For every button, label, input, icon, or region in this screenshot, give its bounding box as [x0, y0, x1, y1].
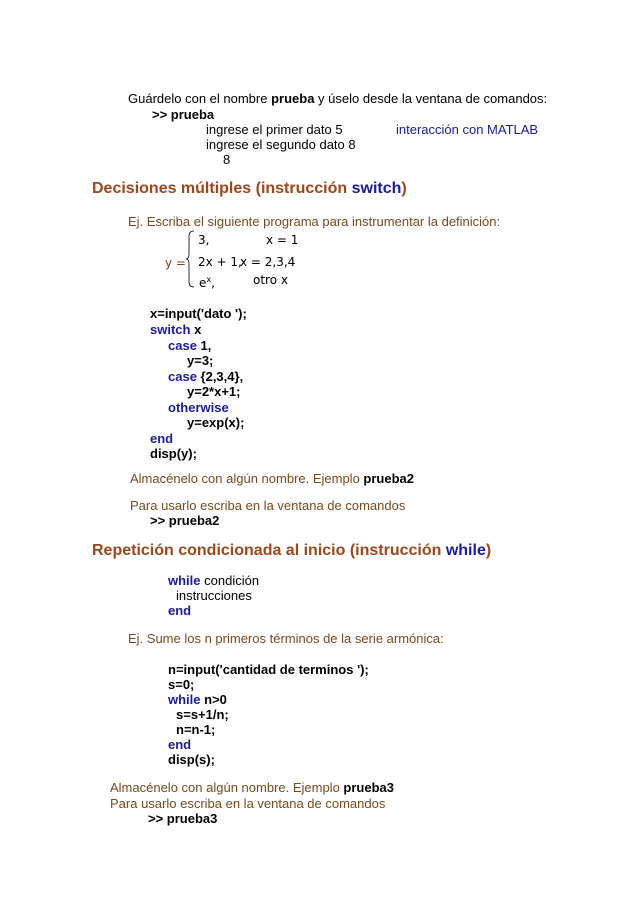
- code-line: end: [168, 737, 192, 752]
- code-line: disp(s);: [168, 752, 215, 767]
- intro-line: Guárdelo con el nombre prueba y úselo desde la ventana de comandos:: [128, 91, 548, 106]
- code-line: case {2,3,4},: [168, 369, 244, 384]
- usage-instruction: Para usarlo escriba en la ventana de comandos: [110, 796, 386, 811]
- math-case2-condition: x = 2,3,4: [240, 255, 296, 269]
- save-instruction: Almacénelo con algún nombre. Ejemplo prueba3: [110, 780, 394, 795]
- code-line: otherwise: [168, 400, 229, 415]
- code-line: s=s+1/n;: [176, 707, 229, 722]
- prompt-line-2: ingrese el segundo dato 8: [206, 137, 356, 152]
- code-line: end: [150, 431, 174, 446]
- math-case3-condition: otro x: [253, 273, 288, 287]
- while-example-text: Ej. Sume los n primeros términos de la serie armónica:: [128, 631, 444, 646]
- command-line: >> prueba: [152, 107, 215, 122]
- math-case1-condition: x = 1: [266, 233, 299, 247]
- section-heading-while: Repetición condicionada al inicio (instrucción while): [92, 542, 492, 559]
- result-value: 8: [223, 152, 231, 167]
- code-line: disp(y);: [150, 446, 197, 461]
- code-line: while n>0: [168, 692, 227, 707]
- math-case3-value: $e^x$,: [199, 275, 215, 290]
- syntax-line: instrucciones: [176, 588, 252, 603]
- interaction-note: interacción con MATLAB: [396, 122, 539, 137]
- code-line: n=input('cantidad de terminos ');: [168, 662, 369, 677]
- left-brace-icon: [186, 230, 196, 288]
- code-line: case 1,: [168, 338, 212, 353]
- usage-instruction: Para usarlo escriba en la ventana de comandos: [130, 498, 406, 513]
- syntax-line: while condición: [168, 573, 260, 588]
- code-line: y=exp(x);: [187, 415, 245, 430]
- section-heading-switch: Decisiones múltiples (instrucción switch): [92, 180, 407, 197]
- code-line: y=3;: [187, 353, 214, 368]
- code-line: y=2*x+1;: [187, 384, 241, 399]
- code-line: switch x: [150, 322, 202, 337]
- code-line: s=0;: [168, 677, 195, 692]
- code-line: n=n-1;: [176, 722, 216, 737]
- code-line: x=input('dato ');: [150, 306, 247, 321]
- math-case1-value: 3,: [198, 233, 210, 247]
- filename-prueba: prueba: [271, 91, 315, 106]
- syntax-line: end: [168, 603, 192, 618]
- math-case2-value: 2x + 1,: [198, 255, 242, 269]
- switch-example-text: Ej. Escriba el siguiente programa para instrumentar la definición:: [128, 214, 501, 229]
- prompt-line-1: ingrese el primer dato 5: [206, 122, 343, 137]
- save-instruction: Almacénelo con algún nombre. Ejemplo prueba2: [130, 471, 414, 486]
- command-line: >> prueba2: [150, 513, 220, 528]
- command-line: >> prueba3: [148, 811, 218, 826]
- math-lhs: y =: [165, 256, 186, 270]
